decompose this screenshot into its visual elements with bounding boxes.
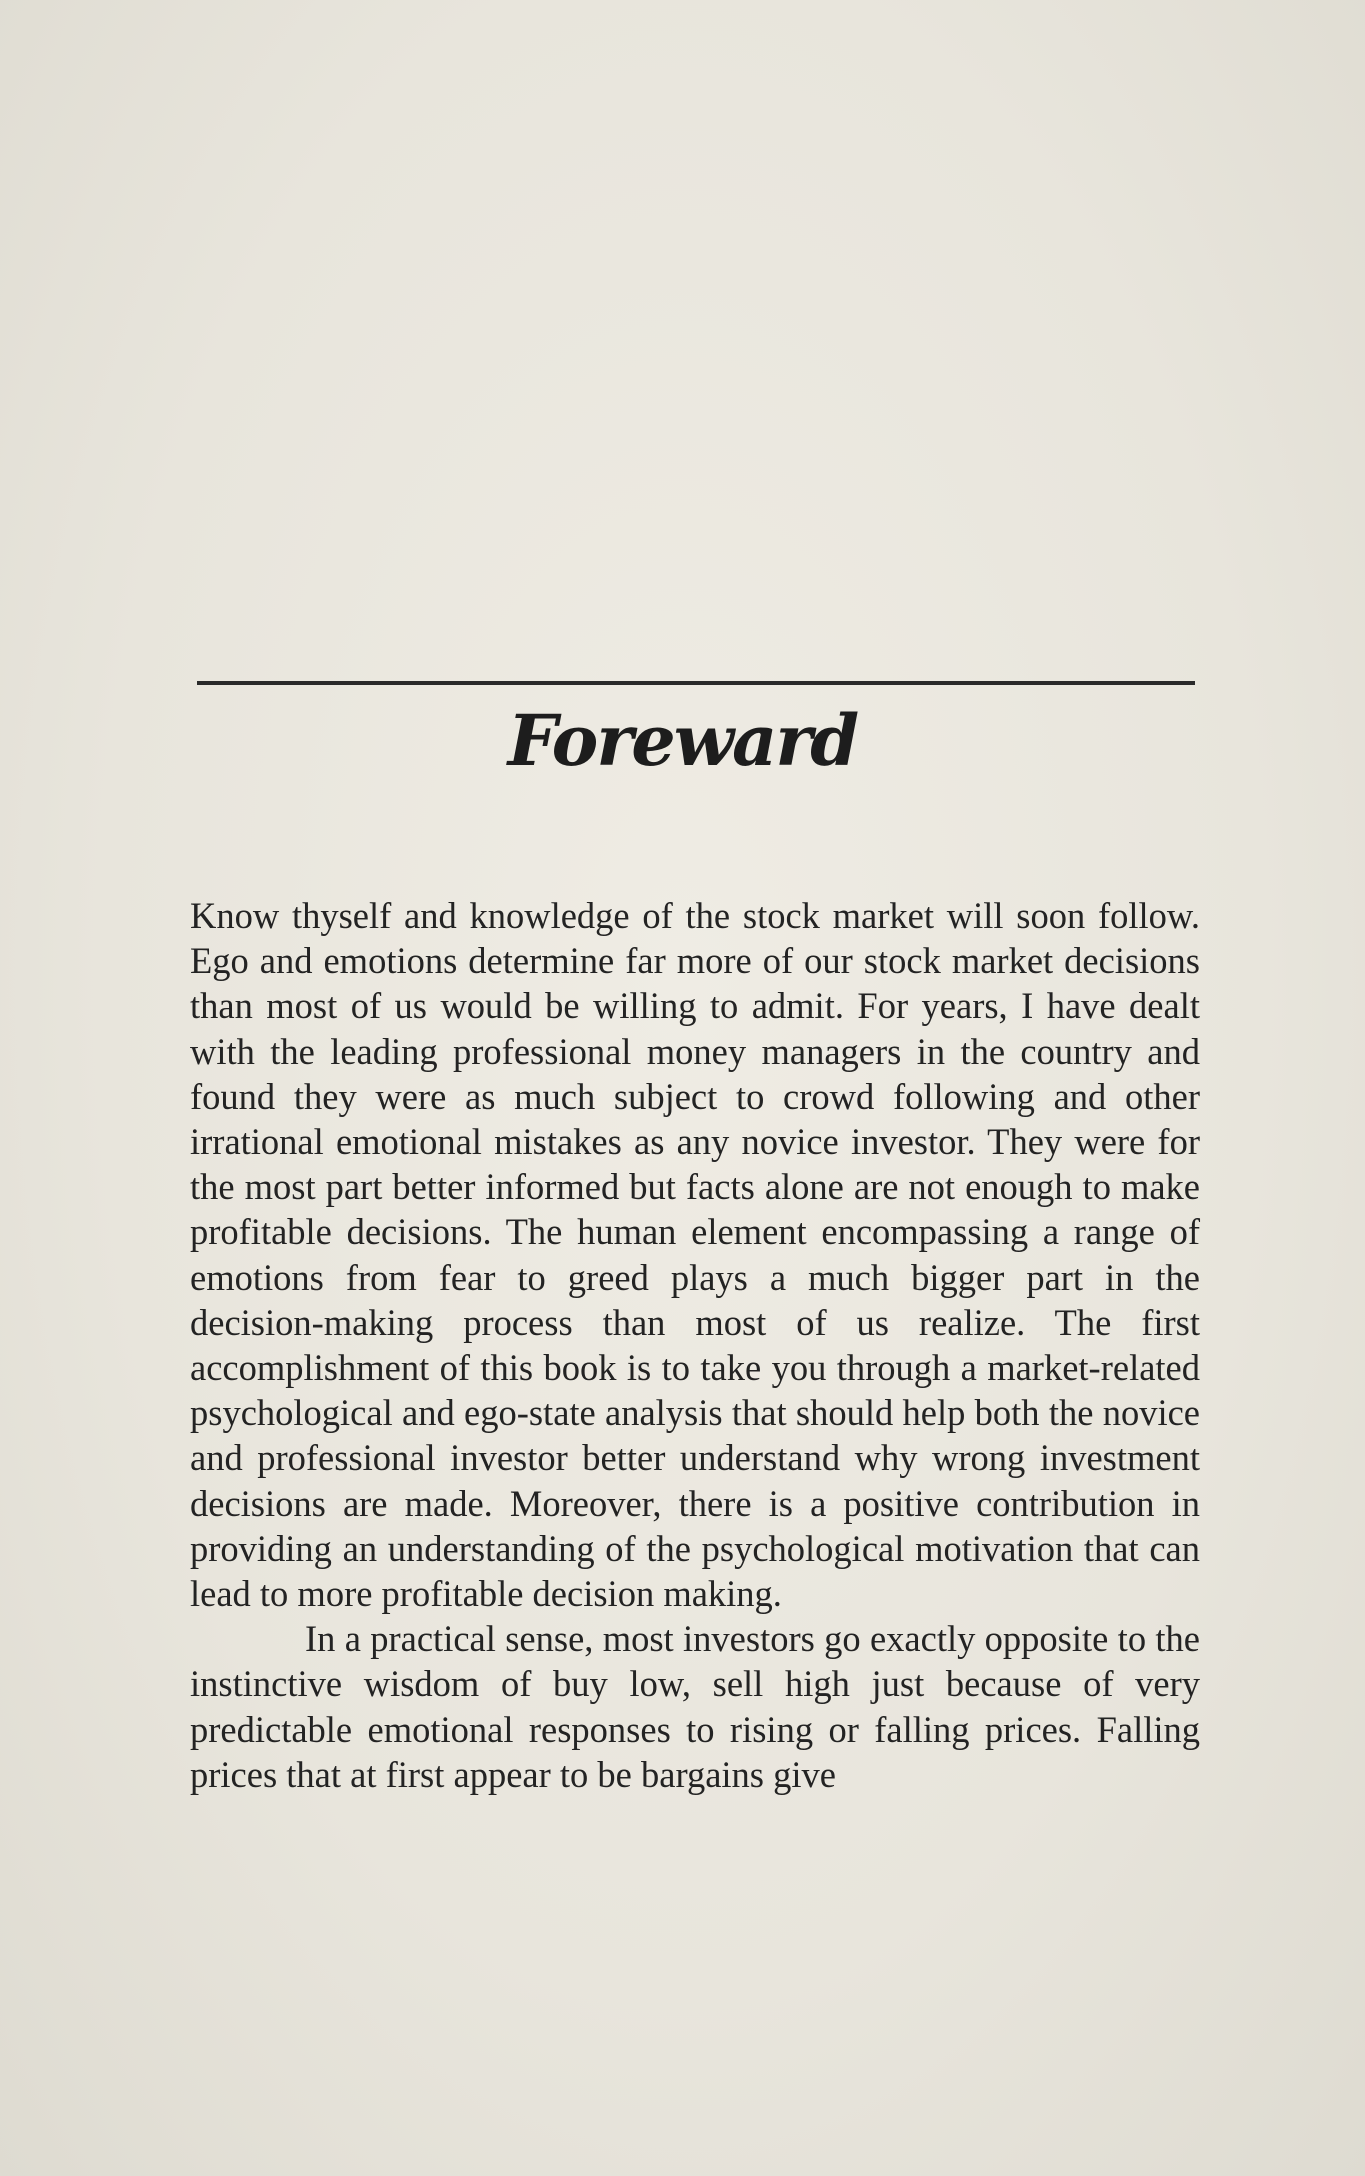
chapter-body [190, 893, 1200, 1797]
chapter-title: Foreward [507, 699, 858, 782]
paragraph-1: Know thyself and knowledge of the stock market will soon follow. Ego and emotions determine far more of our stock market decisions than most of us would be willing to admit. For years, I have dealt with the leading professional money managers in the country and found they were as much subject to crowd following and other irrational emotional mistakes as any novice investor. They were for the most part better informed but facts alone are not enough to make profitable decisions. The human element encompassing a range of emotions from fear to greed plays a much bigger part in the decision-making process than most of us realize. The first accomplishment of this book is to take you through a market-related psychological and ego-state analysis that should help both the novice and professional investor better understand why wrong investment decisions are made. Moreover, there is a positive contribution in providing an understanding of the psychological motivation that can lead to more profitable decision making. [190, 895, 1200, 1615]
paragraph-2: In a practical sense, most investors go exactly opposite to the instinctive wisdom of buy low, sell high just because of very predictable emotional responses to rising or falling prices. Falling prices that at first appear to be bargains give [190, 1618, 1200, 1795]
chapter-rule [197, 681, 1195, 685]
